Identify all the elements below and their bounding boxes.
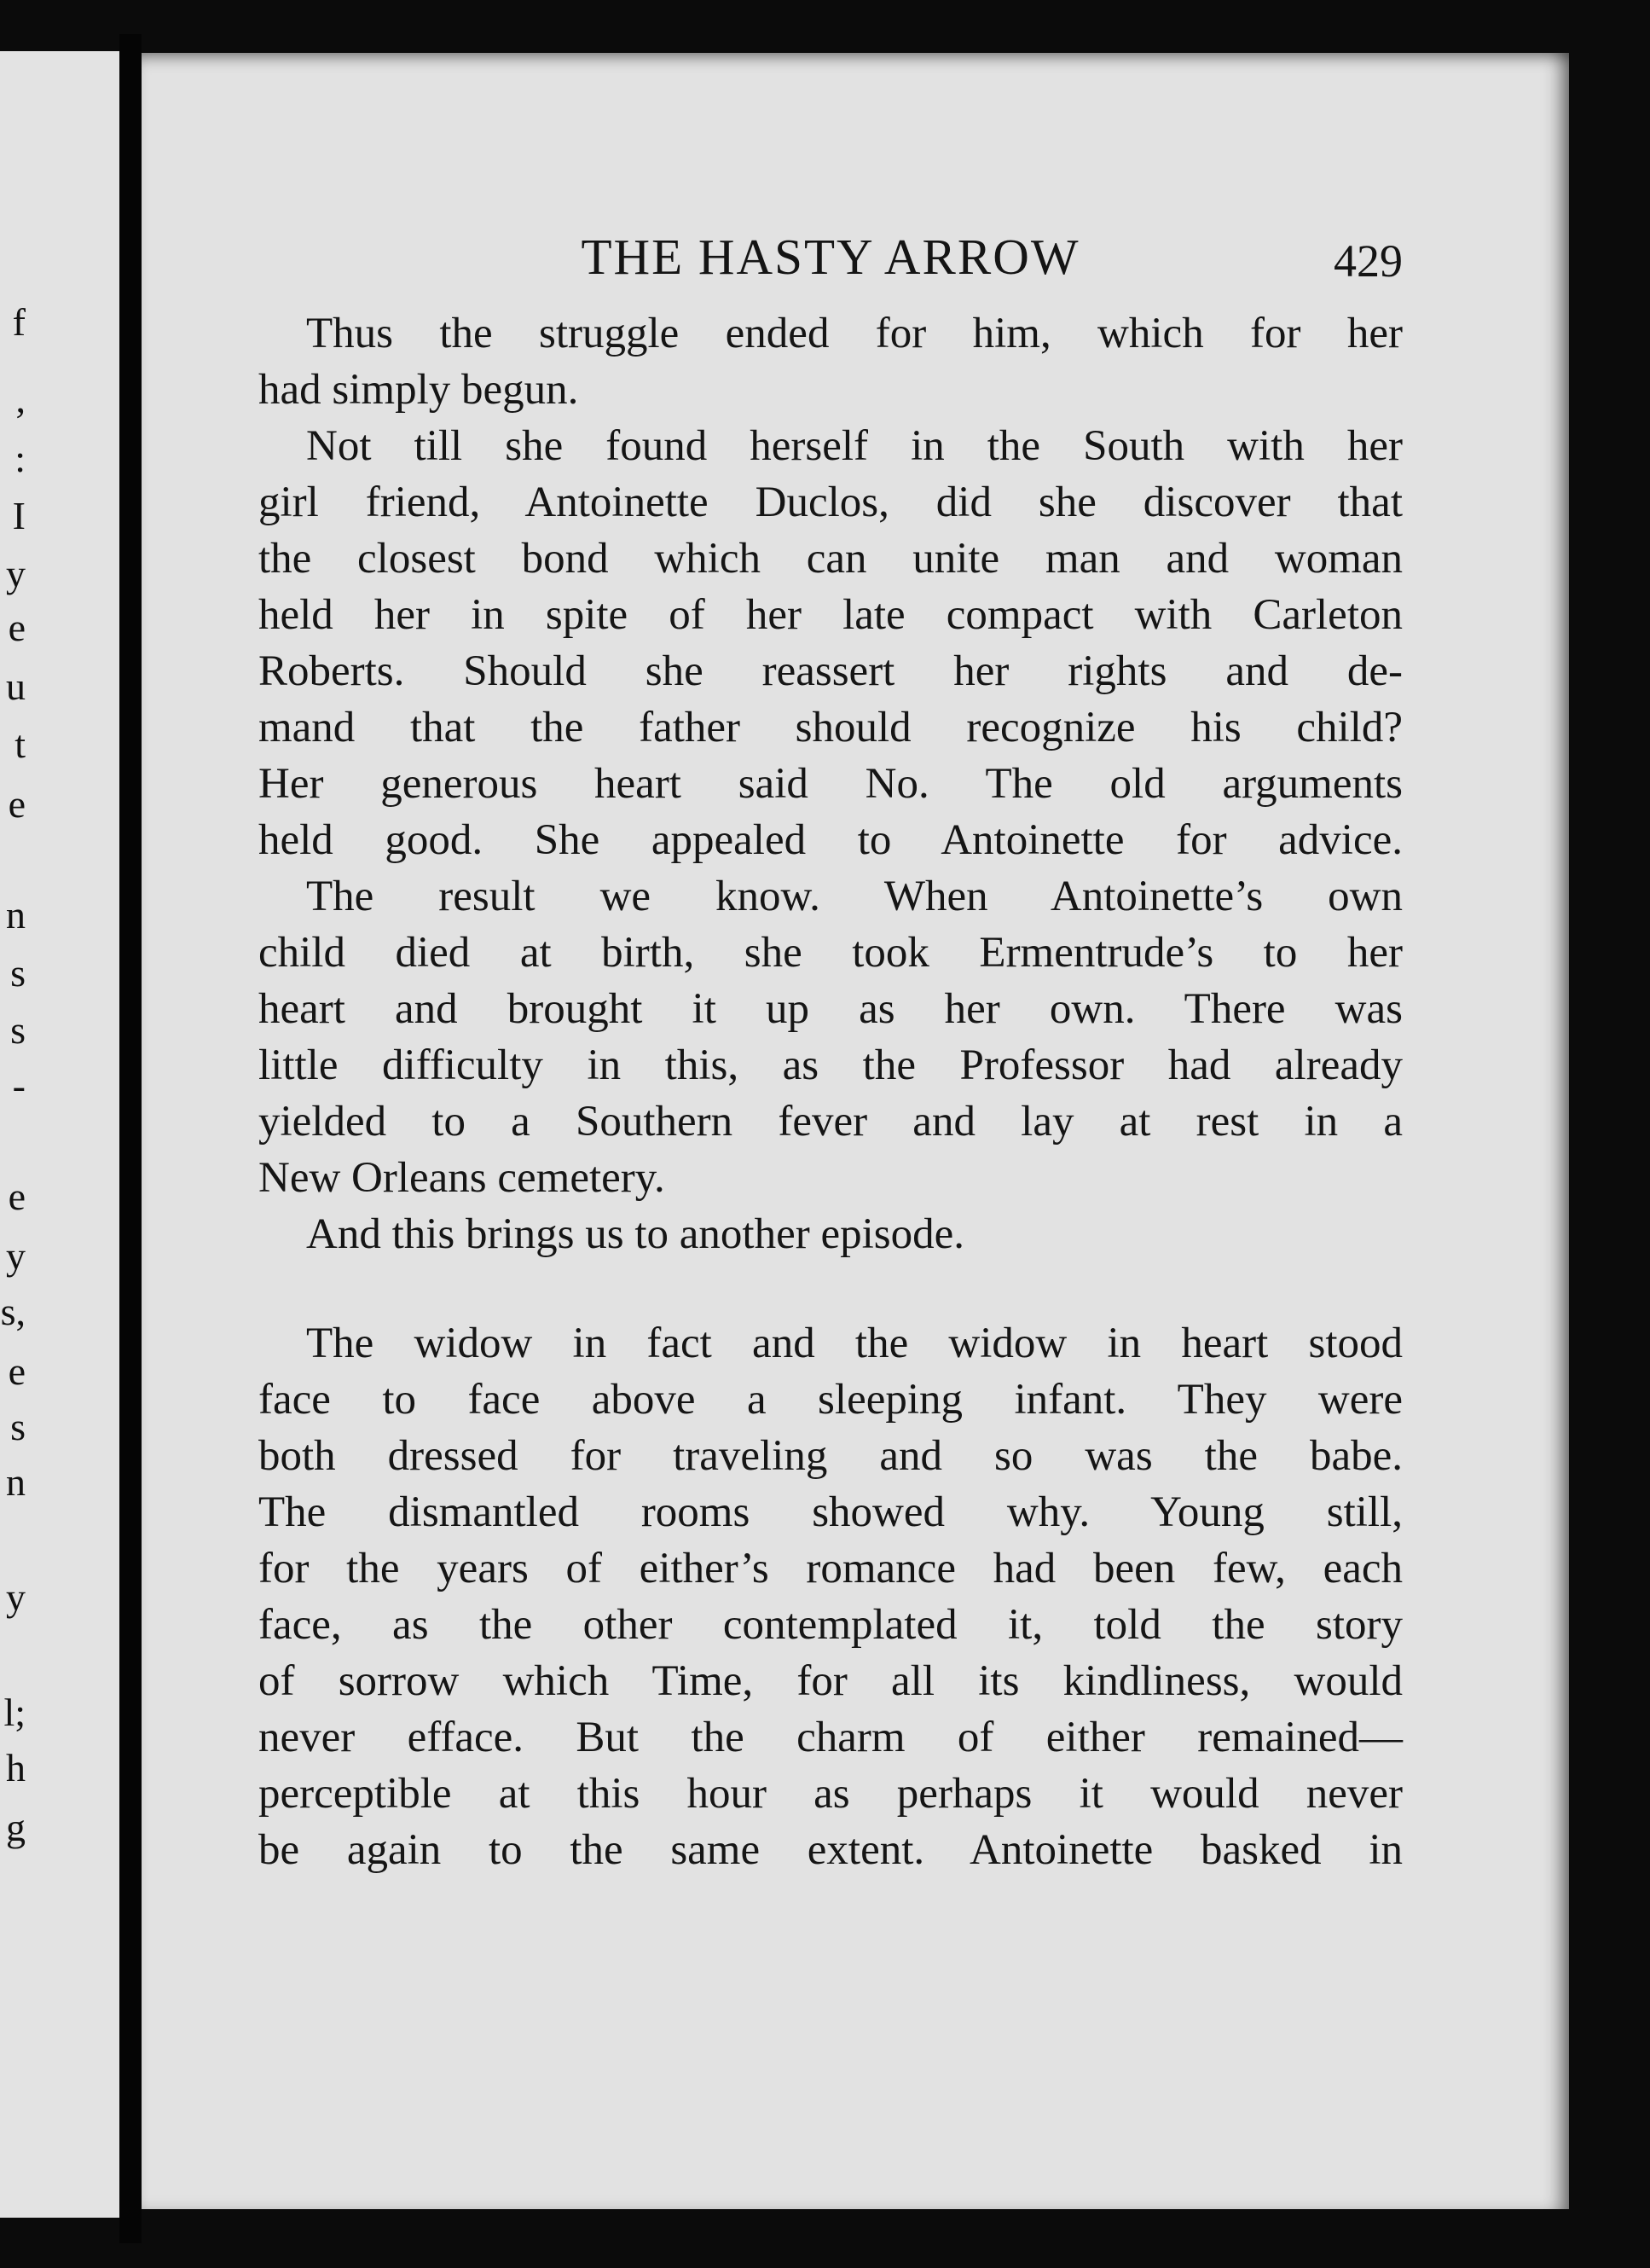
text-line: the closest bond which can unite man and woman xyxy=(258,535,1403,583)
edge-char: : xyxy=(14,437,26,480)
running-head-title: THE HASTY ARROW xyxy=(581,229,1080,285)
edge-char: f xyxy=(12,300,26,344)
edge-char: t xyxy=(14,722,26,766)
edge-char: - xyxy=(12,1064,26,1107)
text-line: child died at birth, she took Ermentrude’s to her xyxy=(258,929,1403,977)
page-number: 429 xyxy=(1334,235,1403,287)
text-line: Thus the struggle ended for him, which for her xyxy=(306,310,1403,357)
text-line: face, as the other contemplated it, told the story xyxy=(258,1601,1403,1649)
edge-char: e xyxy=(8,606,26,649)
text-line: little difficulty in this, as the Professor had already xyxy=(258,1041,1403,1089)
text-line: Not till she found herself in the South with her xyxy=(306,422,1403,470)
edge-char: I xyxy=(12,494,26,537)
running-head xyxy=(258,228,1403,296)
text-line: perceptible at this hour as perhaps it would never xyxy=(258,1770,1403,1818)
text-line: heart and brought it up as her own. There was xyxy=(258,985,1403,1033)
book-gutter xyxy=(119,34,142,2243)
book-page xyxy=(142,53,1569,2209)
text-line: never efface. But the charm of either remained— xyxy=(258,1714,1403,1761)
text-line: held good. She appealed to Antoinette for advice. xyxy=(258,816,1403,864)
edge-char: y xyxy=(6,1234,26,1278)
edge-char: n xyxy=(6,893,26,937)
text-line: both dressed for traveling and so was the babe. xyxy=(258,1432,1403,1480)
text-line: face to face above a sleeping infant. They were xyxy=(258,1376,1403,1424)
text-line: Her generous heart said No. The old arguments xyxy=(258,760,1403,808)
text-line: The widow in fact and the widow in heart stood xyxy=(306,1320,1403,1367)
edge-char: u xyxy=(6,664,26,708)
text-line: girl friend, Antoinette Duclos, did she discover that xyxy=(258,479,1403,526)
text-line: for the years of either’s romance had been few, each xyxy=(258,1545,1403,1592)
edge-char: e xyxy=(8,1175,26,1218)
text-line: The result we know. When Antoinette’s own xyxy=(306,873,1403,920)
text-line: be again to the same extent. Antoinette basked in xyxy=(258,1826,1403,1874)
text-line: held her in spite of her late compact with Carleton xyxy=(258,591,1403,639)
text-line: mand that the father should recognize his child? xyxy=(258,704,1403,751)
text-line: And this brings us to another episode. xyxy=(306,1210,964,1258)
text-line: yielded to a Southern fever and lay at rest in a xyxy=(258,1098,1403,1146)
text-line: New Orleans cemetery. xyxy=(258,1154,665,1202)
edge-char: s xyxy=(10,1405,26,1448)
left-facing-page-edge xyxy=(0,51,119,2218)
edge-char: s xyxy=(10,1008,26,1052)
edge-char: n xyxy=(6,1460,26,1504)
edge-char: s, xyxy=(0,1290,26,1333)
text-line: of sorrow which Time, for all its kindliness, would xyxy=(258,1657,1403,1705)
edge-char: e xyxy=(8,1349,26,1393)
edge-char: h xyxy=(6,1746,26,1789)
edge-char: y xyxy=(6,1575,26,1619)
text-line: had simply begun. xyxy=(258,366,579,414)
section-break xyxy=(258,1262,1403,1315)
edge-char: y xyxy=(6,552,26,595)
edge-char: s xyxy=(10,951,26,995)
text-line: Roberts. Should she reassert her rights and de- xyxy=(258,647,1403,695)
body-text xyxy=(258,305,1403,1878)
edge-char: e xyxy=(8,782,26,826)
edge-char: l; xyxy=(3,1691,26,1734)
text-line: The dismantled rooms showed why. Young still, xyxy=(258,1488,1403,1536)
edge-char: , xyxy=(15,377,26,421)
edge-char: g xyxy=(6,1806,26,1849)
